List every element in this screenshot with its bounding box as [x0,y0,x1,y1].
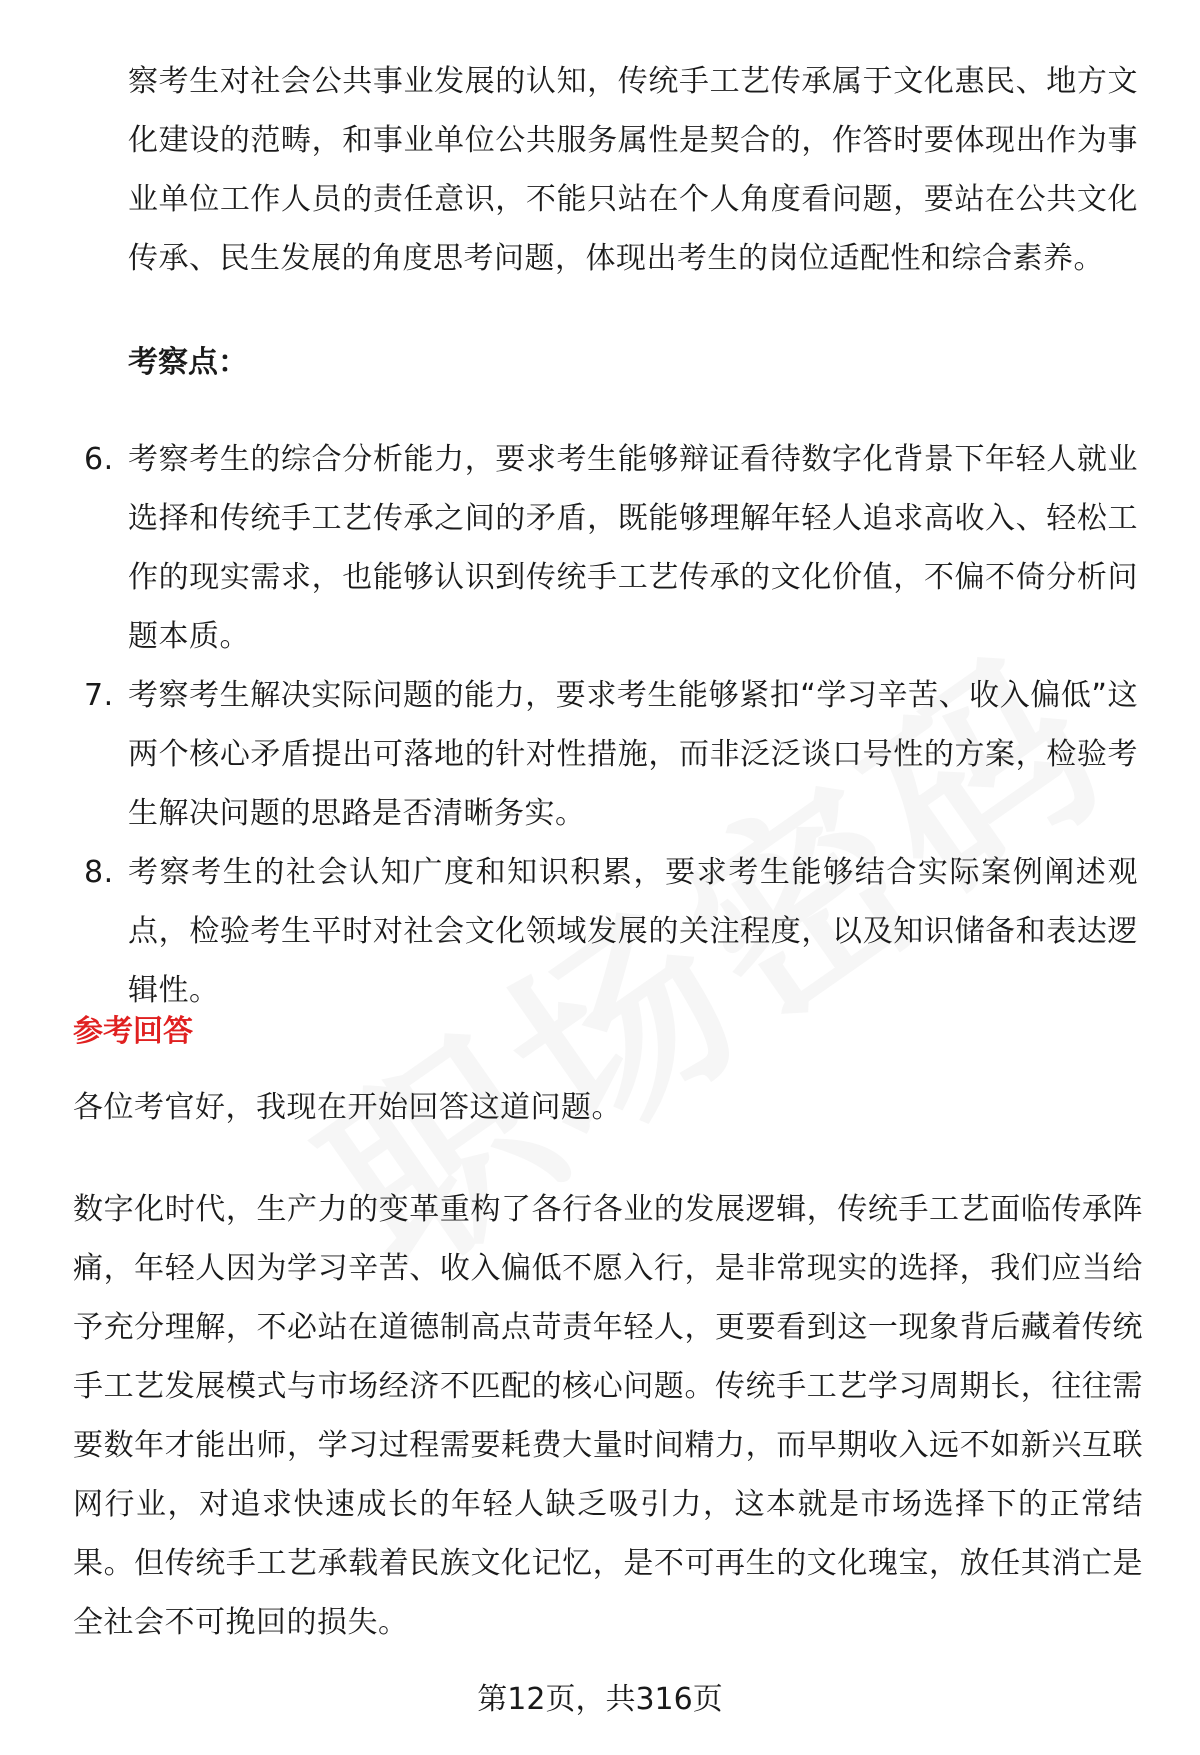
list-item-text: 考察考生的综合分析能力，要求考生能够辩证看待数字化背景下年轻人就业选择和传统手工艺传承之间的矛盾，既能够理解年轻人追求高收入、轻松工作的现实需求，也能够认识到传统手工艺传承的文化价值，不偏不倚分析问题本质。 [128,442,1138,654]
answer-body-paragraph: 数字化时代，生产力的变革重构了各行各业的发展逻辑，传统手工艺面临传承阵痛，年轻人因为学习辛苦、收入偏低不愿入行，是非常现实的选择，我们应当给予充分理解，不必站在道德制高点苛责年轻人，更要看到这一现象背后藏着传统手工艺发展模式与市场经济不匹配的核心问题。传统手工艺学习周期长，往往需要数年才能出师，学习过程需要耗费大量时间精力，而早期收入远不如新兴互联网行业，对追求快速成长的年轻人缺乏吸引力，这本就是市场选择下的正常结果。但传统手工艺承载着民族文化记忆，是不可再生的文化瑰宝，放任其消亡是全社会不可挽回的损失。 [73,1192,1143,1640]
answer-heading: 参考回答 [73,1014,193,1049]
list-item-number: 7. [84,678,114,713]
list-item-number: 6. [84,442,114,477]
list-item [80,843,1138,1020]
list-item-text: 考察考生解决实际问题的能力，要求考生能够紧扣“学习辛苦、收入偏低”这两个核心矛盾提出可落地的针对性措施，而非泛泛谈口号性的方案，检验考生解决问题的思路是否清晰务实。 [128,678,1138,831]
intro-paragraph: 察考生对社会公共事业发展的认知，传统手工艺传承属于文化惠民、地方文化建设的范畴，和事业单位公共服务属性是契合的，作答时要体现出作为事业单位工作人员的责任意识，不能只站在个人角度看问题，要站在公共文化传承、民生发展的角度思考问题，体现出考生的岗位适配性和综合素养。 [128,64,1138,276]
list-item-text: 考察考生的社会认知广度和知识积累，要求考生能够结合实际案例阐述观点，检验考生平时对社会文化领域发展的关注程度，以及知识储备和表达逻辑性。 [128,855,1138,1008]
page-footer: 第12页，共316页 [477,1682,723,1717]
list-item [80,666,1138,843]
exam-points-list [80,430,1138,1020]
exam-points-heading: 考察点： [128,345,248,380]
greeting-paragraph: 各位考官好，我现在开始回答这道问题。 [73,1090,622,1125]
list-item-number: 8. [84,855,114,890]
list-item [80,430,1138,666]
